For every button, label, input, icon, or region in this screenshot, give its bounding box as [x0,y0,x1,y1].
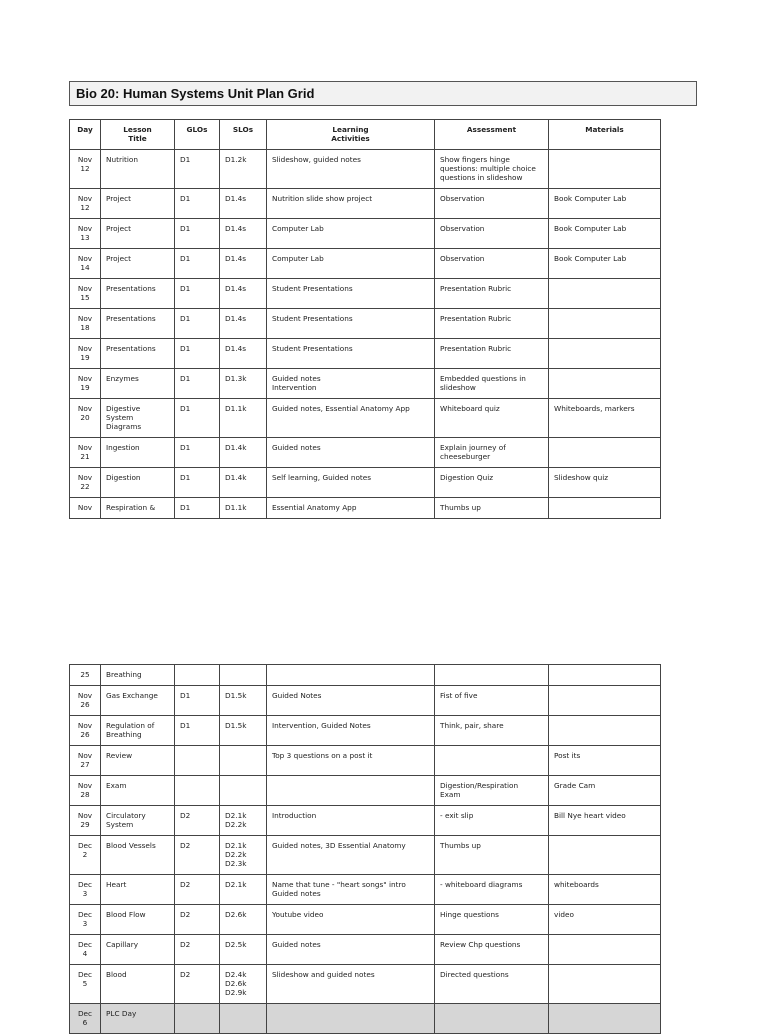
cell-lesson-title: Digestive System Diagrams [101,399,175,438]
cell-learning-activity: Essential Anatomy App [267,498,435,519]
cell-learning-activity: Computer Lab [267,249,435,279]
cell-learning-activity: Computer Lab [267,219,435,249]
cell-slo: D2.1k D2.2k [220,806,267,836]
cell-day: Nov 27 [70,746,101,776]
cell-learning-activity: Guided notes, 3D Essential Anatomy [267,836,435,875]
cell-day: Nov 22 [70,468,101,498]
header-learning-activities: Learning Activities [267,120,435,150]
table-row [70,665,661,686]
cell-lesson-title: PLC Day [101,1004,175,1034]
table-row [70,498,661,519]
cell-lesson-title: Nutrition [101,150,175,189]
table-row [70,369,661,399]
document-title-box [69,81,697,106]
cell-glo: D1 [175,150,220,189]
cell-lesson-title: Respiration & [101,498,175,519]
cell-lesson-title: Circulatory System [101,806,175,836]
cell-day: Nov 13 [70,219,101,249]
cell-assessment: Observation [435,219,549,249]
cell-lesson-title: Enzymes [101,369,175,399]
cell-learning-activity: Guided notes Intervention [267,369,435,399]
cell-materials [549,935,661,965]
cell-lesson-title: Blood Flow [101,905,175,935]
table-row [70,686,661,716]
cell-lesson-title: Exam [101,776,175,806]
cell-day: Nov 18 [70,309,101,339]
cell-learning-activity: Guided notes [267,438,435,468]
cell-day: Dec 6 [70,1004,101,1034]
table-row [70,746,661,776]
cell-learning-activity: Top 3 questions on a post it [267,746,435,776]
cell-glo: D1 [175,279,220,309]
table-row [70,339,661,369]
cell-assessment: Whiteboard quiz [435,399,549,438]
cell-day: Nov 28 [70,776,101,806]
cell-assessment: Digestion/Respiration Exam [435,776,549,806]
cell-slo: D1.1k [220,498,267,519]
table-row [70,716,661,746]
cell-learning-activity [267,665,435,686]
cell-day: Nov 21 [70,438,101,468]
cell-lesson-title: Gas Exchange [101,686,175,716]
cell-lesson-title: Review [101,746,175,776]
table-row [70,399,661,438]
cell-lesson-title: Capillary [101,935,175,965]
cell-materials: Book Computer Lab [549,189,661,219]
cell-materials [549,150,661,189]
cell-materials: Book Computer Lab [549,249,661,279]
cell-slo: D1.3k [220,369,267,399]
table-row [70,965,661,1004]
cell-learning-activity: Nutrition slide show project [267,189,435,219]
cell-glo [175,1004,220,1034]
cell-assessment: Fist of five [435,686,549,716]
header-slos: SLOs [220,120,267,150]
cell-learning-activity: Introduction [267,806,435,836]
cell-day: Nov [70,498,101,519]
document-title: Bio 20: Human Systems Unit Plan Grid [76,86,315,101]
cell-learning-activity: Guided Notes [267,686,435,716]
cell-materials: Whiteboards, markers [549,399,661,438]
header-day: Day [70,120,101,150]
cell-lesson-title: Project [101,219,175,249]
cell-learning-activity: Guided notes [267,935,435,965]
cell-materials: Bill Nye heart video [549,806,661,836]
cell-materials: video [549,905,661,935]
cell-day: Nov 14 [70,249,101,279]
cell-slo: D1.4s [220,249,267,279]
cell-slo: D1.4k [220,438,267,468]
cell-slo: D1.5k [220,686,267,716]
cell-learning-activity: Student Presentations [267,339,435,369]
cell-assessment: Directed questions [435,965,549,1004]
cell-learning-activity [267,776,435,806]
cell-glo [175,665,220,686]
cell-glo: D1 [175,369,220,399]
cell-glo: D2 [175,905,220,935]
cell-learning-activity: Guided notes, Essential Anatomy App [267,399,435,438]
cell-learning-activity: Youtube video [267,905,435,935]
cell-glo: D1 [175,468,220,498]
cell-glo: D1 [175,219,220,249]
table-row [70,836,661,875]
cell-assessment: Embedded questions in slideshow [435,369,549,399]
table-row [70,249,661,279]
table-row [70,875,661,905]
table-header-row [70,120,661,150]
cell-assessment [435,665,549,686]
cell-slo [220,746,267,776]
cell-glo: D1 [175,309,220,339]
cell-materials [549,498,661,519]
cell-slo: D1.5k [220,716,267,746]
table-row [70,935,661,965]
cell-assessment: Review Chp questions [435,935,549,965]
cell-materials [549,438,661,468]
unit-plan-table-part-1 [69,119,661,519]
cell-lesson-title: Presentations [101,339,175,369]
cell-glo: D1 [175,339,220,369]
cell-glo: D2 [175,965,220,1004]
cell-materials: Grade Cam [549,776,661,806]
header-glos: GLOs [175,120,220,150]
cell-slo: D1.1k [220,399,267,438]
cell-glo: D1 [175,189,220,219]
cell-slo: D2.5k [220,935,267,965]
header-materials: Materials [549,120,661,150]
cell-materials [549,1004,661,1034]
cell-day: Dec 3 [70,905,101,935]
cell-learning-activity: Slideshow and guided notes [267,965,435,1004]
cell-materials: Slideshow quiz [549,468,661,498]
cell-glo: D2 [175,935,220,965]
table-row [70,219,661,249]
cell-lesson-title: Presentations [101,279,175,309]
cell-learning-activity: Name that tune - "heart songs" intro Guided notes [267,875,435,905]
cell-assessment: Presentation Rubric [435,279,549,309]
cell-day: Nov 29 [70,806,101,836]
cell-materials [549,665,661,686]
unit-plan-table-part-2 [69,664,661,1034]
cell-glo: D2 [175,875,220,905]
cell-learning-activity: Slideshow, guided notes [267,150,435,189]
table-row [70,468,661,498]
cell-assessment: Observation [435,249,549,279]
cell-assessment [435,1004,549,1034]
cell-slo: D1.4s [220,219,267,249]
cell-lesson-title: Presentations [101,309,175,339]
cell-day: Nov 26 [70,716,101,746]
cell-glo: D1 [175,399,220,438]
cell-slo: D2.6k [220,905,267,935]
cell-materials [549,716,661,746]
table-row [70,438,661,468]
cell-assessment: - exit slip [435,806,549,836]
cell-assessment: Think, pair, share [435,716,549,746]
cell-lesson-title: Heart [101,875,175,905]
cell-learning-activity [267,1004,435,1034]
cell-slo: D1.4s [220,189,267,219]
cell-lesson-title: Regulation of Breathing [101,716,175,746]
cell-glo: D1 [175,686,220,716]
cell-slo [220,776,267,806]
cell-materials [549,686,661,716]
cell-day: Nov 19 [70,339,101,369]
cell-materials [549,339,661,369]
cell-assessment: Thumbs up [435,836,549,875]
cell-lesson-title: Digestion [101,468,175,498]
table-row [70,1004,661,1034]
cell-lesson-title: Project [101,249,175,279]
cell-day: Dec 2 [70,836,101,875]
table-row [70,309,661,339]
cell-slo: D2.4k D2.6k D2.9k [220,965,267,1004]
cell-day: Dec 5 [70,965,101,1004]
cell-glo [175,776,220,806]
cell-lesson-title: Breathing [101,665,175,686]
cell-assessment: Presentation Rubric [435,339,549,369]
cell-slo: D1.2k [220,150,267,189]
cell-lesson-title: Ingestion [101,438,175,468]
cell-materials: Post its [549,746,661,776]
cell-assessment: Presentation Rubric [435,309,549,339]
cell-slo: D1.4s [220,309,267,339]
cell-assessment [435,746,549,776]
cell-assessment: - whiteboard diagrams [435,875,549,905]
cell-slo [220,1004,267,1034]
cell-assessment: Thumbs up [435,498,549,519]
cell-assessment: Explain journey of cheeseburger [435,438,549,468]
cell-day: Dec 3 [70,875,101,905]
cell-materials: whiteboards [549,875,661,905]
cell-glo: D1 [175,249,220,279]
cell-glo: D2 [175,836,220,875]
cell-lesson-title: Project [101,189,175,219]
table-row [70,806,661,836]
table-row [70,279,661,309]
cell-materials [549,836,661,875]
cell-slo: D1.4k [220,468,267,498]
cell-learning-activity: Intervention, Guided Notes [267,716,435,746]
cell-day: Nov 12 [70,189,101,219]
cell-glo [175,746,220,776]
cell-learning-activity: Student Presentations [267,309,435,339]
cell-materials [549,309,661,339]
header-assessment: Assessment [435,120,549,150]
cell-slo: D1.4s [220,339,267,369]
cell-slo: D2.1k D2.2k D2.3k [220,836,267,875]
cell-glo: D1 [175,438,220,468]
cell-lesson-title: Blood Vessels [101,836,175,875]
cell-day: Nov 19 [70,369,101,399]
cell-materials [549,965,661,1004]
cell-materials [549,369,661,399]
cell-day: Nov 15 [70,279,101,309]
cell-day: 25 [70,665,101,686]
cell-day: Nov 20 [70,399,101,438]
table-row [70,150,661,189]
cell-materials [549,279,661,309]
cell-slo [220,665,267,686]
header-lesson-title: Lesson Title [101,120,175,150]
cell-slo: D1.4s [220,279,267,309]
cell-learning-activity: Student Presentations [267,279,435,309]
cell-slo: D2.1k [220,875,267,905]
cell-assessment: Show fingers hinge questions: multiple choice questions in slideshow [435,150,549,189]
table-row [70,189,661,219]
cell-assessment: Observation [435,189,549,219]
cell-day: Nov 26 [70,686,101,716]
cell-materials: Book Computer Lab [549,219,661,249]
table-row [70,905,661,935]
cell-learning-activity: Self learning, Guided notes [267,468,435,498]
cell-glo: D1 [175,716,220,746]
cell-assessment: Hinge questions [435,905,549,935]
cell-day: Nov 12 [70,150,101,189]
cell-lesson-title: Blood [101,965,175,1004]
cell-assessment: Digestion Quiz [435,468,549,498]
cell-glo: D1 [175,498,220,519]
table-row [70,776,661,806]
cell-glo: D2 [175,806,220,836]
cell-day: Dec 4 [70,935,101,965]
